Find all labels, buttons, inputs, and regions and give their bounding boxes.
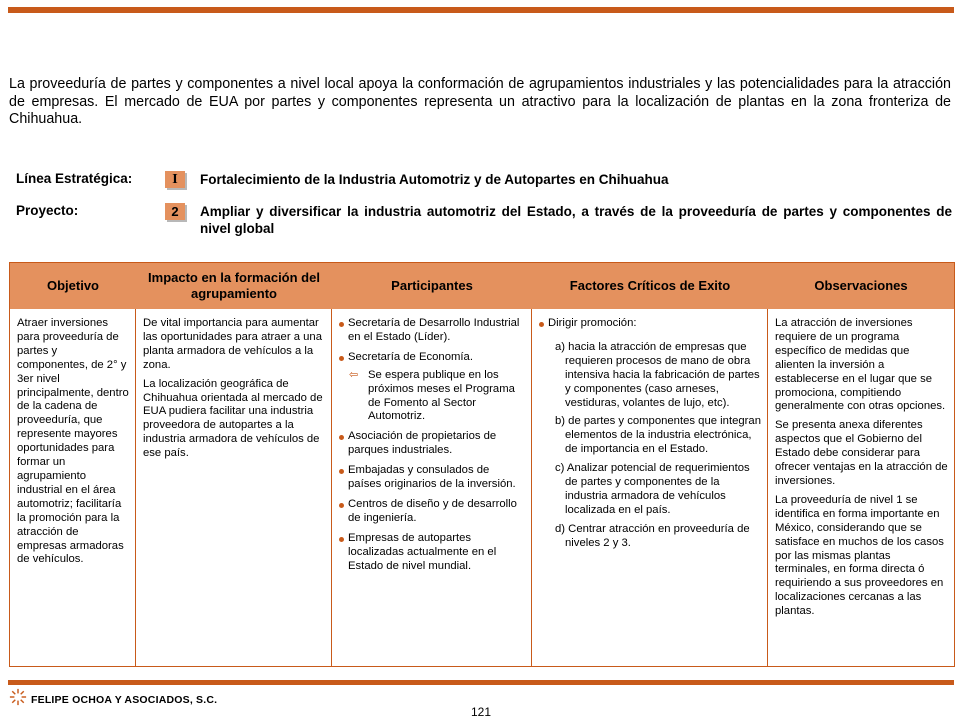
- participante-subitem: [349, 369, 525, 425]
- company-name: FELIPE OCHOA Y ASOCIADOS, S.C.: [31, 694, 218, 706]
- observacion-paragraph: Se presenta anexa diferentes aspectos que el Gobierno del Estado debe considerar para ofrecer ventajas en la atracción de inversiones.: [775, 419, 948, 487]
- proyecto-badge: 2: [165, 203, 185, 220]
- header-objetivo: Objetivo: [46, 278, 99, 293]
- top-rule: [8, 7, 954, 13]
- header-participantes: Participantes: [391, 278, 473, 293]
- objetivo-cell: [10, 309, 136, 666]
- intro-paragraph: La proveeduría de partes y componentes a nivel local apoya la conformación de agrupamientos industriales y las potencialidades para la atracción de empresas. El mercado de EUA por partes y componentes representa un atractivo para la localización de plantas en la zona fronteriza de Chihuahua.: [9, 76, 951, 127]
- participante-item: Secretaría de Economía.: [339, 351, 525, 365]
- impacto-cell: [136, 309, 332, 666]
- header-impacto: Impacto en la formación del agrupamiento: [148, 270, 320, 301]
- impacto-paragraph: La localización geográfica de Chihuahua orientada al mercado de EUA pudiera facilitar una industria proveedora de autopartes a la industria armadora de vehículos de ese país.: [143, 377, 323, 460]
- arrow-icon: ⇦: [349, 368, 359, 381]
- company-logo-icon: [9, 688, 27, 706]
- participante-item: Secretaría de Desarrollo Industrial en el Estado (Líder).: [339, 317, 525, 345]
- linea-badge: I: [165, 171, 185, 188]
- factor-item: a) hacia la atracción de empresas que requieren procesos de mano de obra intensiva hacia la fabricación de partes y componentes (caso arneses, vestiduras, volantes de lujo, etc).: [555, 340, 760, 409]
- observacion-paragraph: La atracción de inversiones requiere de un programa específico de medidas que alienten la inversión a establecerse en el lugar que se promociona, compitiendo generalmente con otras opciones.: [775, 317, 946, 413]
- linea-label: Línea Estratégica:: [16, 171, 133, 186]
- project-table: [9, 262, 955, 667]
- participante-item: Asociación de propietarios de parques industriales.: [339, 430, 525, 458]
- observaciones-cell: [768, 309, 954, 666]
- observacion-paragraph: La proveeduría de nivel 1 se identifica en forma importante en México, considerando que se satisface en muchos de los casos por las mismas plantas terminales, en forma directa ó requiriendo a sus proveedores en localizaciones cercanas a las plantas.: [775, 493, 944, 618]
- header-observaciones: Observaciones: [814, 278, 908, 293]
- factor-item: c) Analizar potencial de requerimientos de partes y componentes de la industria armadora de vehículos localizada en el país.: [555, 462, 750, 516]
- participantes-cell: [332, 309, 532, 666]
- factores-cell: [532, 309, 768, 666]
- impacto-paragraph: De vital importancia para aumentar las oportunidades para atraer a una planta armadora de vehículos a la zona.: [143, 317, 322, 371]
- factor-main: Dirigir promoción:: [539, 317, 761, 331]
- table-header: [10, 263, 954, 309]
- participante-item: Embajadas y consulados de países originarios de la inversión.: [339, 464, 525, 492]
- objetivo-text: Atraer inversiones para proveeduría de partes y componentes, de 2° y 3er nivel principalmente, dentro de la cadena de proveeduría, que represente mayores oportunidades para formar un agrupamiento industrial en el área automotriz; facilitaría la promoción para la atracción de empresas armadoras de vehículos.: [17, 317, 129, 566]
- linea-text: Fortalecimiento de la Industria Automotriz y de Autopartes en Chihuahua: [200, 172, 669, 187]
- bottom-rule: [8, 680, 954, 685]
- participante-subitem-text: Se espera publique en los próximos meses el Programa de Fomento al Sector Automotriz.: [368, 368, 515, 423]
- participante-item: Centros de diseño y de desarrollo de ingeniería.: [339, 498, 525, 526]
- proyecto-label: Proyecto:: [16, 203, 79, 218]
- participante-item: Empresas de autopartes localizadas actualmente en el Estado de nivel mundial.: [339, 532, 525, 574]
- table-body: [10, 309, 954, 666]
- page-number: 121: [471, 705, 492, 719]
- proyecto-text: Ampliar y diversificar la industria automotriz del Estado, a través de la proveeduría de partes y componentes de nivel global: [200, 204, 952, 236]
- factor-item: b) de partes y componentes que integran elementos de la industria electrónica, de importancia en el Estado.: [555, 415, 761, 456]
- header-factores: Factores Críticos de Exito: [569, 278, 731, 293]
- factor-item: d) Centrar atracción en proveeduría de niveles 2 y 3.: [555, 522, 750, 549]
